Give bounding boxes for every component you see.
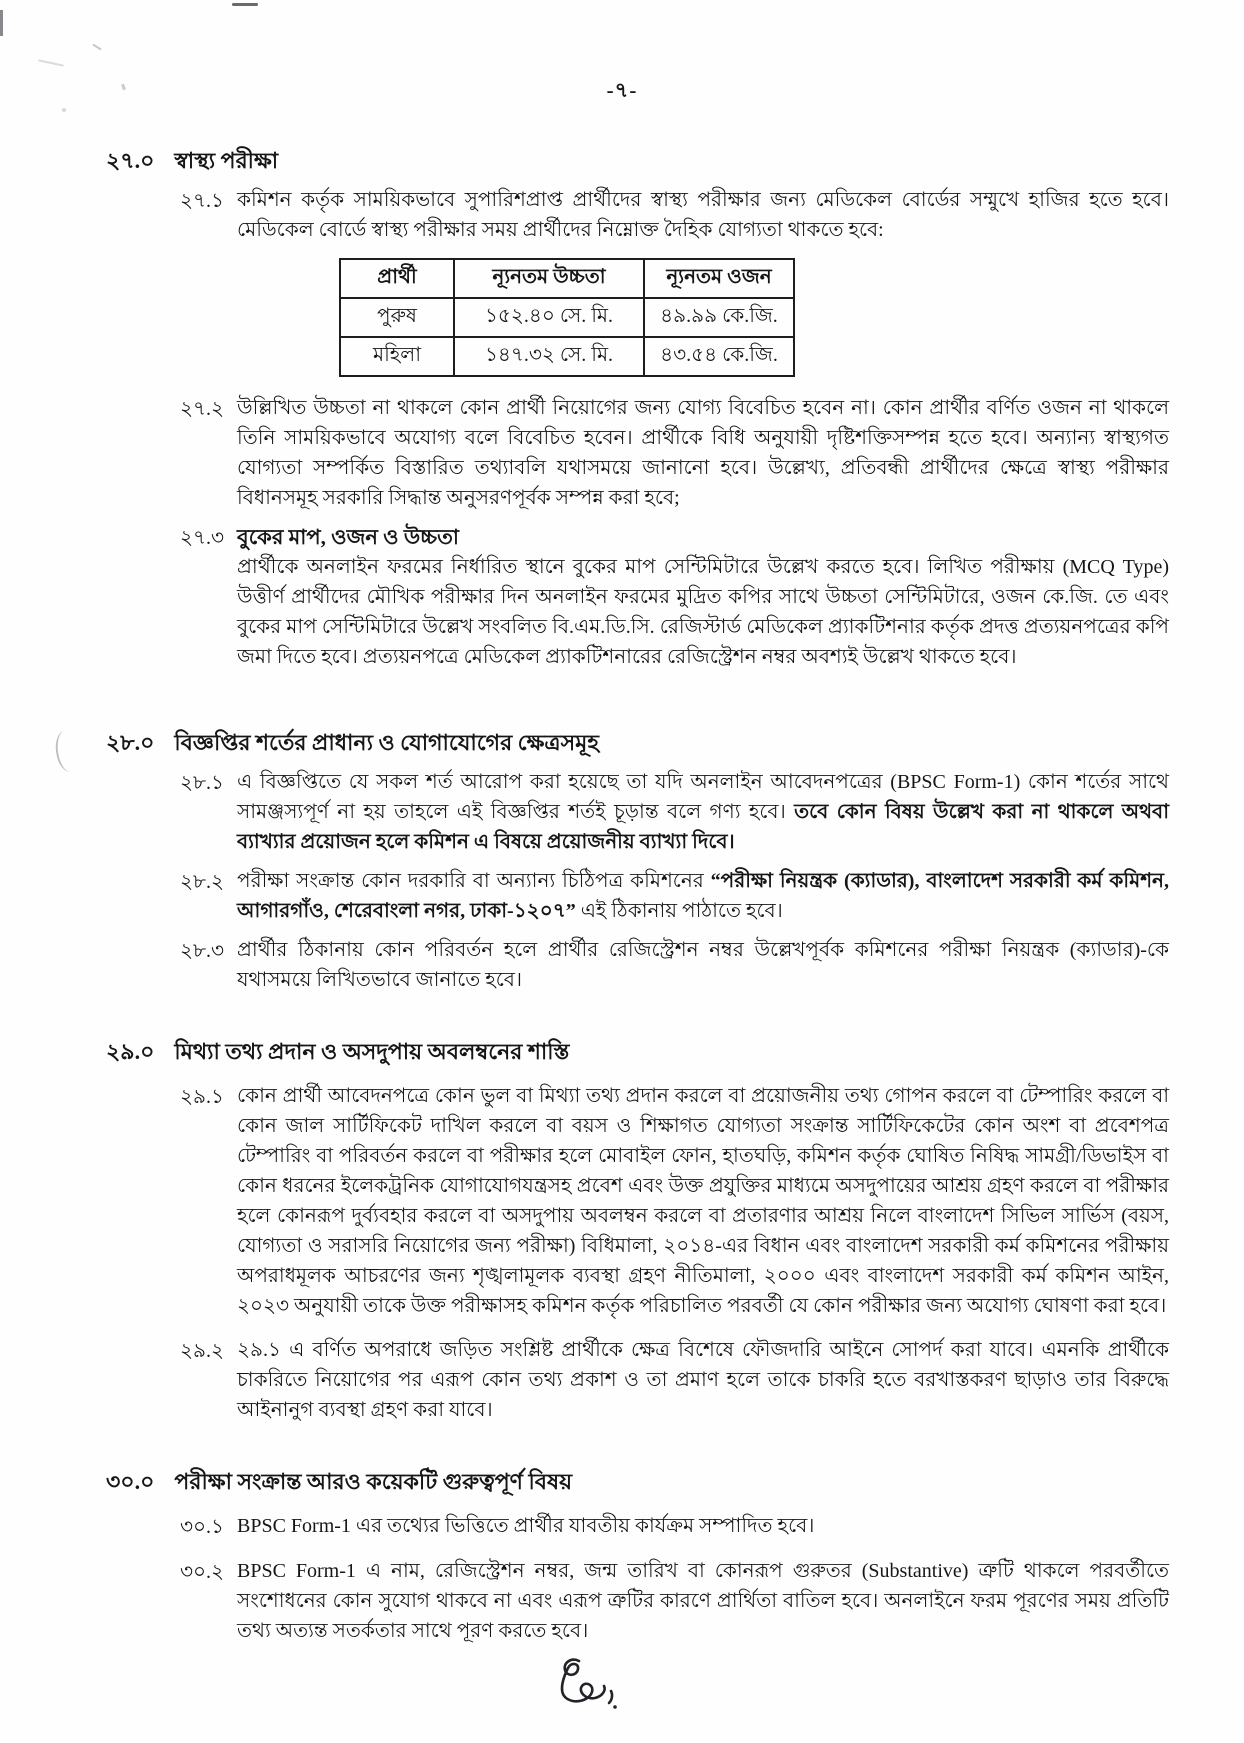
cell-male-weight: ৪৯.৯৯ কে.জি. [644,298,794,337]
table-row-female [340,337,794,376]
clause-27-2-text: উল্লিখিত উচ্চতা না থাকলে কোন প্রার্থী নিয়োগের জন্য যোগ্য বিবেচিত হবেন না। কোন প্রার্থীর বর্ণিত ওজন না থাকলে তিনি সাময়িকভাবে অযোগ্য বলে বিবেচিত হবেন। প্রার্থীকে বিধি অনুযায়ী দৃষ্টিশক্তিসম্পন্ন হতে হবে। অন্যান্য স্বাস্থ্যগত যোগ্যতা সম্পর্কিত বিস্তারিত তথ্যাবলি যথাসময়ে জানানো হবে। উল্লেখ্য, প্রতিবন্ধী প্রার্থীদের ক্ষেত্রে স্বাস্থ্য পরীক্ষার বিধানসমূহ সরকারি সিদ্ধান্ত অনুসরণপূর্বক সম্পন্ন করা হবে; [237,397,1169,509]
clause-29-1-text: কোন প্রার্থী আবেদনপত্রে কোন ভুল বা মিথ্যা তথ্য প্রদান করলে বা প্রয়োজনীয় তথ্য গোপন করলে বা টেম্পারিং করলে বা কোন জাল সার্টিফিকেট দাখিল করলে বা বয়স ও শিক্ষাগত যোগ্যতা সংক্রান্ত সার্টিফিকেটের কোন অংশ বা প্রবেশপত্র টেম্পারিং বা পরিবর্তন করলে বা পরীক্ষার হলে মোবাইল ফোন, হাতঘড়ি, কমিশন কর্তৃক ঘোষিত নিষিদ্ধ সামগ্রী/ডিভাইস বা কোন ধরনের ইলেকট্রনিক যোগাযোগযন্ত্রসহ প্রবেশ এবং উক্ত প্রযুক্তির মাধ্যমে অসদুপায়ের আশ্রয় গ্রহণ করলে বা পরীক্ষার হলে কোনরূপ দুর্ব্যবহার করলে বা অসদুপায় অবলম্বন করলে বা প্রতারণার আশ্রয় নিলে বাংলাদেশ সিভিল সার্ভিস (বয়স, যোগ্যতা ও সরাসরি নিয়োগের জন্য পরীক্ষা) বিধিমালা, ২০১৪-এর বিধান এবং বাংলাদেশ সরকারী কর্ম কমিশনের পরীক্ষায় অপরাধমূলক আচরণের জন্য শৃঙ্খলামূলক ব্যবস্থা গ্রহণ নীতিমালা, ২০০০ এবং বাংলাদেশ সরকারী কর্ম কমিশন আইন, ২০২৩ অনুযায়ী তাকে উক্ত পরীক্ষাসহ কমিশন কর্তৃক পরিচালিত পরবর্তী যে কোন পরীক্ষার জন্য অযোগ্য ঘোষণা করা হবে। [237,1085,1169,1317]
clause-27-3 [180,522,1244,672]
document-content [0,146,1244,1725]
clause-30-1 [180,1511,1244,1542]
clause-28-2-text-end: এই ঠিকানায় পাঠাতে হবে। [575,900,783,922]
section-notice-terms [0,728,1244,995]
table-header-candidate: প্রার্থী [340,259,454,298]
clause-29-2-number: ২৯.২ [180,1340,224,1362]
clause-29-1-number: ২৯.১ [180,1086,224,1108]
signature-mark [545,1655,1244,1725]
section-28-number: ২৮.০ [106,730,155,755]
clause-28-2-number: ২৮.২ [180,871,224,893]
section-29-number: ২৯.০ [106,1039,155,1064]
clause-27-3-text: প্রার্থীকে অনলাইন ফরমের নির্ধারিত স্থানে বুকের মাপ সেন্টিমিটারে উল্লেখ করতে হবে। লিখিত পরীক্ষায় (MCQ Type) উত্তীর্ণ প্রার্থীদের মৌখিক পরীক্ষার দিন অনলাইন ফরমের মুদ্রিত কপির সাথে উচ্চতা সেন্টিমিটারে, ওজন কে.জি. তে এবং বুকের মাপ সেন্টিমিটারে উল্লেখ সংবলিত বি.এম.ডি.সি. রেজিস্টার্ড মেডিকেল প্র্যাকটিশনার কর্তৃক প্রদত্ত প্রত্যয়নপত্রের কপি জমা দিতে হবে। প্রত্যয়নপত্রে মেডিকেল প্র্যাকটিশনারের রেজিস্ট্রেশন নম্বর অবশ্যই উল্লেখ থাকতে হবে। [237,556,1169,668]
clause-30-1-number: ৩০.১ [180,1516,224,1538]
clause-29-2 [180,1335,1244,1425]
clause-28-3-text: প্রার্থীর ঠিকানায় কোন পরিবর্তন হলে প্রার্থীর রেজিস্ট্রেশন নম্বর উল্লেখপূর্বক কমিশনের পরীক্ষা নিয়ন্ত্রক (ক্যাডার)-কে যথাসময়ে লিখিতভাবে জানাতে হবে। [237,939,1169,991]
section-health-examination [0,146,1244,672]
section-28-heading [106,728,1244,758]
cell-female-weight: ৪৩.৫৪ কে.জি. [644,337,794,376]
clause-27-3-number: ২৭.৩ [180,527,225,549]
physical-qualification-table [339,258,795,377]
section-29-title: মিথ্যা তথ্য প্রদান ও অসদুপায় অবলম্বনের শাস্তি [174,1039,570,1064]
clause-27-2-number: ২৭.২ [180,398,225,420]
clause-30-2 [180,1556,1244,1646]
table-header-min-weight: ন্যূনতম ওজন [644,259,794,298]
clause-28-1-text [237,767,1169,857]
section-30-heading [106,1467,1244,1497]
section-27-title: স্বাস্থ্য পরীক্ষা [174,148,279,173]
scan-artifact [92,44,102,51]
clause-28-1-text-bold: তবে কোন বিষয় উল্লেখ করা না থাকলে অথবা ব্যাখ্যার প্রয়োজন হলে কমিশন এ বিষয়ে প্রয়োজনীয় ব্যাখ্যা দিবে। [237,801,1169,853]
cell-female-height: ১৪৭.৩২ সে. মি. [454,337,644,376]
clause-28-2-text-start: পরীক্ষা সংক্রান্ত কোন দরকারি বা অন্যান্য চিঠিপত্র কমিশনের [237,870,711,892]
section-30-title: পরীক্ষা সংক্রান্ত আরও কয়েকটি গুরুত্বপূর্ণ বিষয় [174,1469,573,1494]
clause-30-1-text: BPSC Form-1 এর তথ্যের ভিত্তিতে প্রার্থীর যাবতীয় কার্যক্রম সম্পাদিত হবে। [237,1515,815,1537]
section-false-information-penalty [0,1037,1244,1425]
clause-28-1-number: ২৮.১ [180,772,224,794]
section-28-title: বিজ্ঞপ্তির শর্তের প্রাধান্য ও যোগাযোগের ক্ষেত্রসমূহ [174,730,599,755]
table-header-min-height: ন্যূনতম উচ্চতা [454,259,644,298]
section-27-heading [106,146,1244,176]
clause-28-2 [180,866,1244,926]
clause-28-2-text [237,866,1169,926]
cell-female-label: মহিলা [340,337,454,376]
clause-28-3 [180,935,1244,995]
clause-30-2-text: BPSC Form-1 এ নাম, রেজিস্ট্রেশন নম্বর, জন্ম তারিখ বা কোনরূপ গুরুতর (Substantive) ত্রুটি থাকলে পরবর্তীতে সংশোধনের কোন সুযোগ থাকবে না এবং এরূপ ত্রুটির কারণে প্রার্থিতা বাতিল হবে। অনলাইনে ফরম পূরণের সময় প্রতিটি তথ্য অত্যন্ত সতর্কতার সাথে পূরণ করতে হবে। [237,1560,1169,1642]
section-important-exam-matters [0,1467,1244,1646]
clause-27-1-text: কমিশন কর্তৃক সাময়িকভাবে সুপারিশপ্রাপ্ত প্রার্থীদের স্বাস্থ্য পরীক্ষার জন্য মেডিকেল বোর্ডের সম্মুখে হাজির হতে হবে। মেডিকেল বোর্ডে স্বাস্থ্য পরীক্ষার সময় প্রার্থীদের নিম্নোক্ত দৈহিক যোগ্যতা থাকতে হবে: [237,189,1169,241]
section-29-heading [106,1037,1244,1067]
clause-28-3-number: ২৮.৩ [180,940,224,962]
page-number: -৭- [606,78,638,102]
clause-27-3-subtitle: বুকের মাপ, ওজন ও উচ্চতা [237,525,459,549]
cell-male-height: ১৫২.৪০ সে. মি. [454,298,644,337]
clause-28-1-text-normal: এ বিজ্ঞপ্তিতে যে সকল শর্ত আরোপ করা হয়েছে তা যদি অনলাইন আবেদনপত্রের (BPSC Form-1) কোন শর্তের সাথে সামঞ্জস্যপূর্ণ না হয় তাহলে এই বিজ্ঞপ্তির শর্তই চূড়ান্ত বলে গণ্য হবে। [237,771,1169,823]
clause-29-2-text: ২৯.১ এ বর্ণিত অপরাধে জড়িত সংশ্লিষ্ট প্রার্থীকে ক্ষেত্র বিশেষে ফৌজদারি আইনে সোপর্দ করা যাবে। এমনকি প্রার্থীকে চাকরিতে নিয়োগের পর এরূপ কোন তথ্য প্রকাশ ও তা প্রমাণ হলে তাকে চাকরি হতে বরখাস্তকরণ ছাড়াও তার বিরুদ্ধে আইনানুগ ব্যবস্থা গ্রহণ করা যাবে। [237,1339,1169,1421]
clause-30-2-number: ৩০.২ [180,1561,225,1583]
clause-27-2 [180,393,1244,513]
scan-artifact [232,3,258,6]
clause-27-1 [180,185,1244,245]
clause-28-1 [180,767,1244,857]
section-30-number: ৩০.০ [106,1469,155,1494]
scan-artifact [0,10,3,36]
scan-artifact [38,59,64,66]
cell-male-label: পুরুষ [340,298,454,337]
clause-27-3-body [237,522,1169,672]
table-header-row [340,259,794,298]
clause-29-1 [180,1081,1244,1321]
table-row-male [340,298,794,337]
clause-27-1-number: ২৭.১ [180,190,224,212]
section-27-number: ২৭.০ [106,148,155,173]
clause-28-2-address-bold: “পরীক্ষা নিয়ন্ত্রক (ক্যাডার), বাংলাদেশ সরকারী কর্ম কমিশন, আগারগাঁও, শেরেবাংলা নগর, ঢাকা-১২০৭” [237,870,1169,922]
